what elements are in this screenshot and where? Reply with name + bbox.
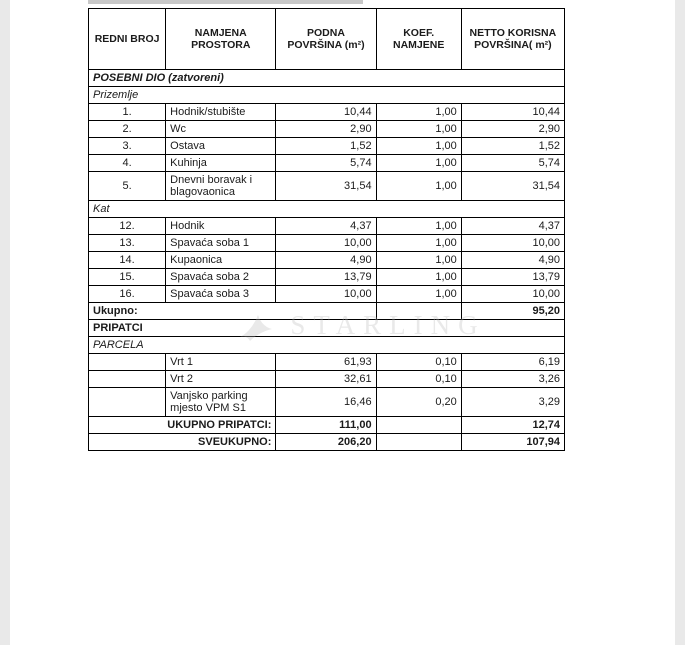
row-coefficient: 1,00 bbox=[376, 155, 461, 172]
row-floor-area: 31,54 bbox=[276, 172, 376, 201]
row-number: 2. bbox=[89, 121, 166, 138]
row-number: 14. bbox=[89, 252, 166, 269]
row-name: Kuhinja bbox=[166, 155, 276, 172]
row-coefficient: 1,00 bbox=[376, 235, 461, 252]
row-floor-area: 1,52 bbox=[276, 138, 376, 155]
row-net-area: 5,74 bbox=[461, 155, 564, 172]
table-section-row bbox=[89, 70, 565, 87]
table-row bbox=[89, 354, 565, 371]
row-name: Spavaća soba 1 bbox=[166, 235, 276, 252]
row-net-area: 3,29 bbox=[461, 388, 564, 417]
row-net-area: 4,37 bbox=[461, 218, 564, 235]
row-net-area: 3,26 bbox=[461, 371, 564, 388]
subtotal-coefficient bbox=[376, 417, 461, 434]
row-net-area: 10,00 bbox=[461, 286, 564, 303]
row-number bbox=[89, 354, 166, 371]
section-title-posebni-dio: POSEBNI DIO (zatvoreni) bbox=[89, 70, 565, 87]
cropped-text-artifact bbox=[88, 0, 363, 4]
group-title-kat: Kat bbox=[89, 201, 565, 218]
table-row bbox=[89, 235, 565, 252]
row-coefficient: 1,00 bbox=[376, 104, 461, 121]
table-row bbox=[89, 138, 565, 155]
row-coefficient: 0,20 bbox=[376, 388, 461, 417]
watermark-text: STARLING bbox=[290, 309, 486, 340]
row-name: Wc bbox=[166, 121, 276, 138]
table-row bbox=[89, 218, 565, 235]
row-floor-area: 10,44 bbox=[276, 104, 376, 121]
column-header-namjena-prostora: NAMJENA PROSTORA bbox=[166, 9, 276, 70]
table-row bbox=[89, 269, 565, 286]
row-coefficient: 1,00 bbox=[376, 138, 461, 155]
table-group-row bbox=[89, 201, 565, 218]
row-number bbox=[89, 371, 166, 388]
row-floor-area: 2,90 bbox=[276, 121, 376, 138]
row-name: Vrt 2 bbox=[166, 371, 276, 388]
total-label-ukupno: Ukupno: bbox=[89, 303, 377, 320]
table-row bbox=[89, 286, 565, 303]
table-subtotal-row bbox=[89, 417, 565, 434]
row-net-area: 2,90 bbox=[461, 121, 564, 138]
row-floor-area: 16,46 bbox=[276, 388, 376, 417]
row-floor-area: 61,93 bbox=[276, 354, 376, 371]
table-row bbox=[89, 252, 565, 269]
table-section-row bbox=[89, 320, 565, 337]
row-number: 13. bbox=[89, 235, 166, 252]
row-name: Spavaća soba 3 bbox=[166, 286, 276, 303]
subtotal-net-area: 12,74 bbox=[461, 417, 564, 434]
row-coefficient: 0,10 bbox=[376, 354, 461, 371]
row-name: Dnevni boravak i blagovaonica bbox=[166, 172, 276, 201]
row-name: Vanjsko parking mjesto VPM S1 bbox=[166, 388, 276, 417]
row-coefficient: 1,00 bbox=[376, 218, 461, 235]
row-name: Ostava bbox=[166, 138, 276, 155]
row-name: Hodnik bbox=[166, 218, 276, 235]
grandtotal-net-area: 107,94 bbox=[461, 434, 564, 451]
row-net-area: 6,19 bbox=[461, 354, 564, 371]
row-coefficient: 0,10 bbox=[376, 371, 461, 388]
table-row bbox=[89, 155, 565, 172]
row-coefficient: 1,00 bbox=[376, 121, 461, 138]
total-empty-cell bbox=[376, 303, 461, 320]
grandtotal-label-sveukupno: SVEUKUPNO: bbox=[89, 434, 276, 451]
row-name: Spavaća soba 2 bbox=[166, 269, 276, 286]
table-row bbox=[89, 121, 565, 138]
row-name: Kupaonica bbox=[166, 252, 276, 269]
table-row bbox=[89, 388, 565, 417]
table-body bbox=[89, 70, 565, 451]
row-floor-area: 4,37 bbox=[276, 218, 376, 235]
table-group-row bbox=[89, 337, 565, 354]
row-net-area: 1,52 bbox=[461, 138, 564, 155]
column-header-redni-broj: REDNI BROJ bbox=[89, 9, 166, 70]
row-number: 16. bbox=[89, 286, 166, 303]
row-name: Vrt 1 bbox=[166, 354, 276, 371]
row-number: 1. bbox=[89, 104, 166, 121]
grandtotal-coefficient bbox=[376, 434, 461, 451]
grandtotal-floor-area: 206,20 bbox=[276, 434, 376, 451]
area-schedule-table-wrapper bbox=[88, 8, 565, 451]
row-number: 4. bbox=[89, 155, 166, 172]
row-number: 5. bbox=[89, 172, 166, 201]
table-grandtotal-row bbox=[89, 434, 565, 451]
row-coefficient: 1,00 bbox=[376, 172, 461, 201]
column-header-netto-korisna-povrsina: NETTO KORISNA POVRŠINA( m²) bbox=[461, 9, 564, 70]
row-floor-area: 32,61 bbox=[276, 371, 376, 388]
table-row bbox=[89, 371, 565, 388]
area-schedule-table bbox=[88, 8, 565, 451]
row-coefficient: 1,00 bbox=[376, 286, 461, 303]
row-floor-area: 10,00 bbox=[276, 286, 376, 303]
row-net-area: 31,54 bbox=[461, 172, 564, 201]
table-header bbox=[89, 9, 565, 70]
column-header-koef-namjene: KOEF. NAMJENE bbox=[376, 9, 461, 70]
subtotal-floor-area: 111,00 bbox=[276, 417, 376, 434]
row-floor-area: 10,00 bbox=[276, 235, 376, 252]
row-net-area: 4,90 bbox=[461, 252, 564, 269]
table-row bbox=[89, 104, 565, 121]
table-total-row bbox=[89, 303, 565, 320]
row-number: 3. bbox=[89, 138, 166, 155]
page-right-margin bbox=[675, 0, 685, 645]
table-header-row bbox=[89, 9, 565, 70]
page-left-margin bbox=[0, 0, 10, 645]
total-net-area: 95,20 bbox=[461, 303, 564, 320]
row-floor-area: 5,74 bbox=[276, 155, 376, 172]
group-title-prizemlje: Prizemlje bbox=[89, 87, 565, 104]
table-row bbox=[89, 172, 565, 201]
document-sheet bbox=[10, 0, 675, 645]
row-number bbox=[89, 388, 166, 417]
row-coefficient: 1,00 bbox=[376, 252, 461, 269]
subtotal-label-ukupno-pripatci: UKUPNO PRIPATCI: bbox=[89, 417, 276, 434]
row-floor-area: 4,90 bbox=[276, 252, 376, 269]
row-net-area: 13,79 bbox=[461, 269, 564, 286]
row-number: 15. bbox=[89, 269, 166, 286]
section-title-pripatci: PRIPATCI bbox=[89, 320, 565, 337]
table-group-row bbox=[89, 87, 565, 104]
column-header-podna-povrsina: PODNA POVRŠINA (m²) bbox=[276, 9, 376, 70]
row-floor-area: 13,79 bbox=[276, 269, 376, 286]
group-title-parcela: PARCELA bbox=[89, 337, 565, 354]
row-number: 12. bbox=[89, 218, 166, 235]
row-coefficient: 1,00 bbox=[376, 269, 461, 286]
row-name: Hodnik/stubište bbox=[166, 104, 276, 121]
row-net-area: 10,44 bbox=[461, 104, 564, 121]
row-net-area: 10,00 bbox=[461, 235, 564, 252]
